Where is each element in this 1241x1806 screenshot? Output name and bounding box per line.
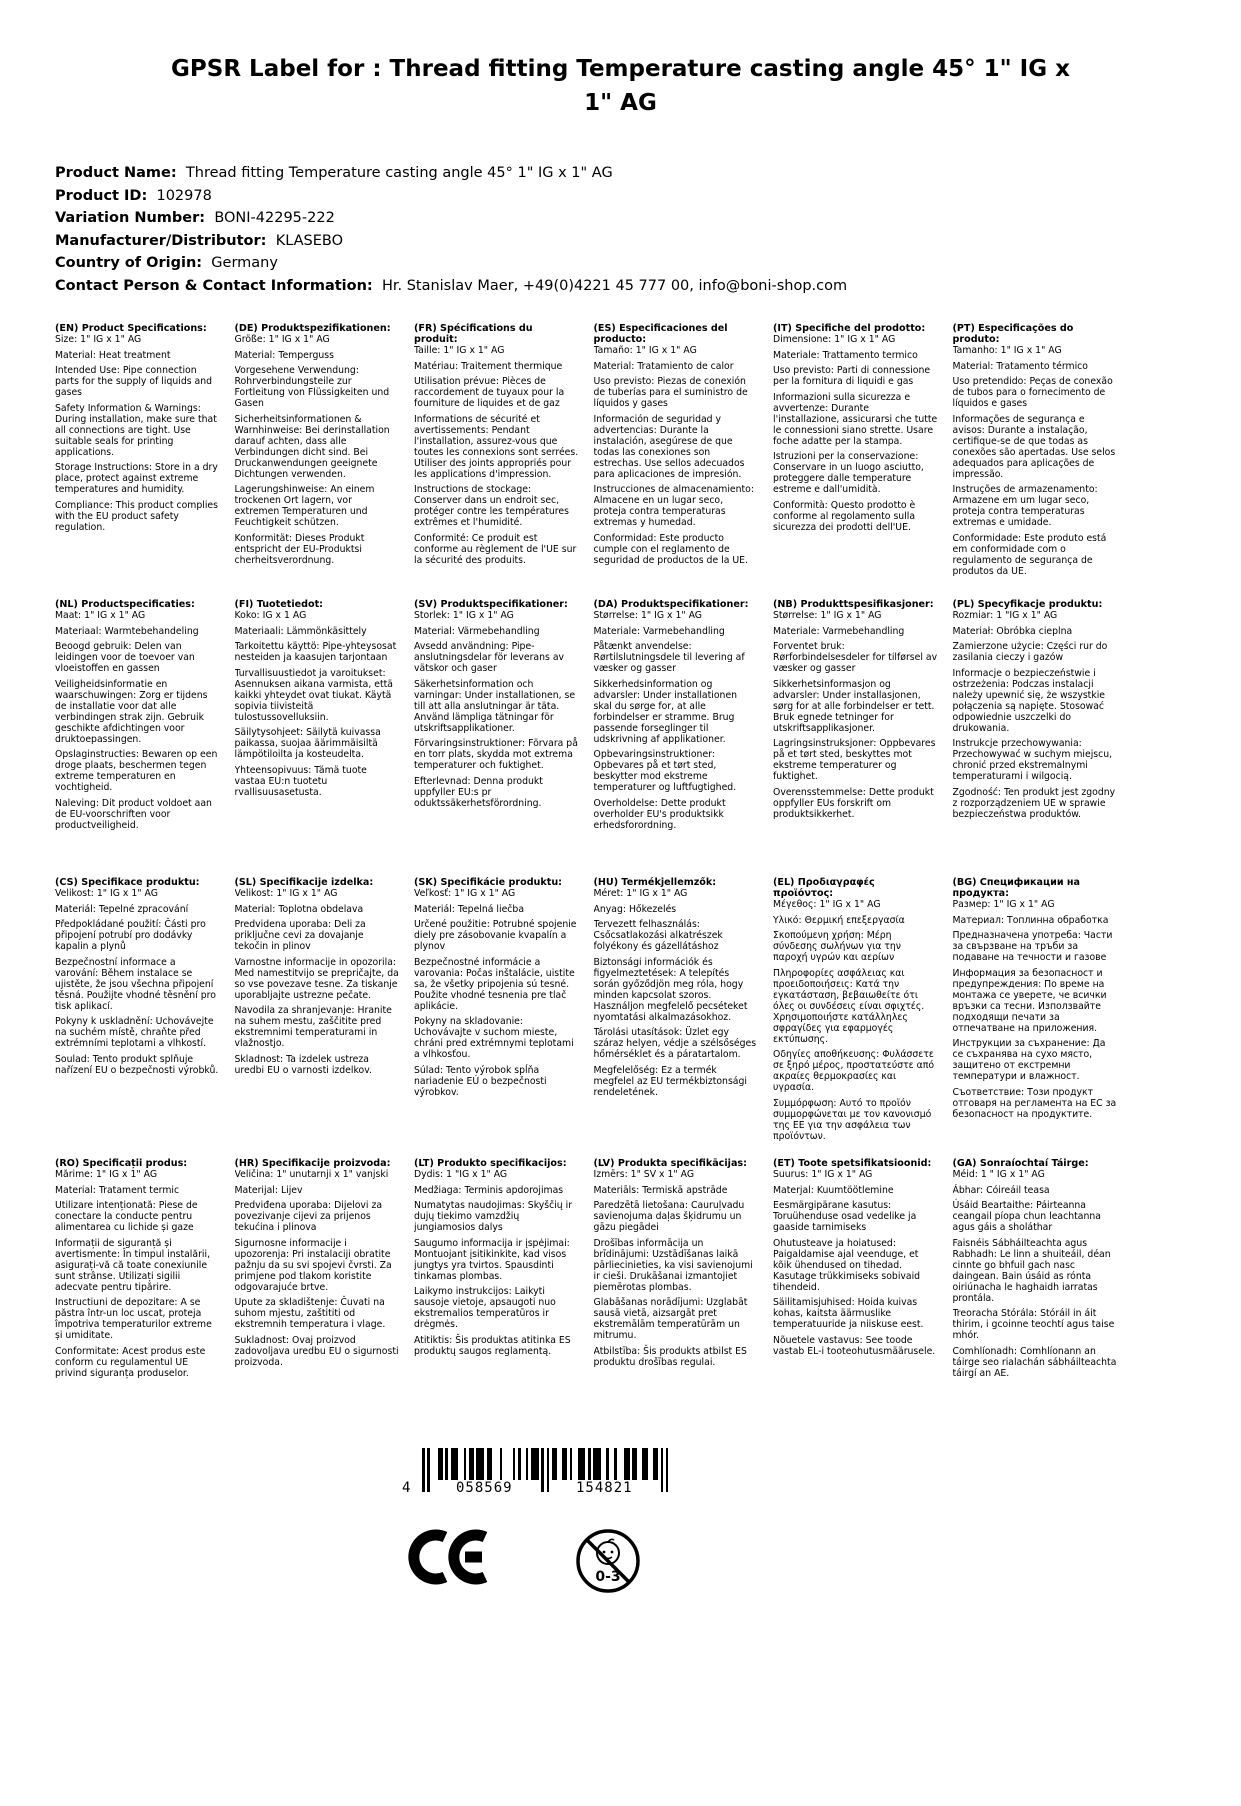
product-name-row [55,162,1241,185]
lang-block-hu-paragraph: Tervezett felhasználás: Csőcsatlakozási alkatrészek folyékony és gázellátáshoz [593,919,723,952]
lang-block-header-lv: (LV) Produkta specifikācijas: [593,1158,747,1169]
lang-block-sv [414,599,579,877]
lang-block-pl [953,599,1118,877]
lang-block-sk-paragraph: Pokyny na skladovanie: Uchovávajte v suchom mieste, chráni pred extrémnymi teplotami a vlhkosťou. [414,1016,574,1060]
lang-block-header-sk: (SK) Špecifikácie produktu: [414,877,563,888]
language-specs-grid [55,323,1117,1442]
lang-block-bg-paragraph: Информация за безопасност и предупреждения: По време на монтажа се уверете, че всички връзки са тесни. Използвайте подходящи печати за отпечатване на приложения. [952,967,1107,1034]
lang-block-lv-paragraph: Drošības informācija un brīdinājumi: Uzstādīšanas laikā pārliecinieties, ka visi savienojumi ir cieši. Drukāšanai izmantojiet piemērotas plombas. [593,1237,753,1293]
lang-block-fr-paragraph: Taille: 1" IG x 1" AG [414,345,505,356]
lang-block-lt-paragraph: Saugumo informacija ir įspėjimai: Montuojant įsitikinkite, kad visos jungtys yra tvirtos. Spausdinti tinkamas plombas. [414,1237,570,1282]
lang-block-bg-paragraph: Материал: Топлинна обработка [952,914,1109,926]
lang-block-el-paragraph: Συμμόρφωση: Αυτό το προϊόν συμμορφώνεται με τον κανονισμό της ΕΕ για την ασφάλεια των προϊόντων. [773,1097,932,1142]
lang-block-nb-paragraph: Forventet bruk: Rørforbindelsesdeler for tilførsel av væsker og gasser [773,641,938,674]
lang-block-bg-paragraph: Предназначена употреба: Части за свързване на тръби за подаване на течности и газове [952,930,1113,963]
lang-block-pt-paragraph: Uso pretendido: Peças de conexão de tubos para o fornecimento de líquidos e gases [952,376,1113,409]
lang-block-da-paragraph: Størrelse: 1" IG x 1" AG [593,610,703,621]
lang-block-cs-paragraph: Bezpečnostní informace a varování: Během instalace se ujistěte, že jsou všechna připojení těsná. Použijte vhodné těsnění pro tisk aplikací. [55,956,216,1012]
barcode-group1: 058569 [456,1480,513,1496]
lang-block-lt-paragraph: Atitiktis: Šis produktas atitinka ES produktų saugos reglamentą. [414,1334,571,1357]
lang-block-hr-paragraph: Veličina: 1" unutarnji x 1" vanjski [234,1169,389,1180]
country-of-origin-value: Germany [211,255,278,271]
lang-block-sv-paragraph: Avsedd användning: Pipe-anslutningsdelar för leverans av vätskor och gaser [414,641,565,674]
gpsr-label-page [0,52,1241,1806]
lang-block-en-paragraph: Intended Use: Pipe connection parts for the supply of liquids and gases [55,365,213,398]
lang-block-header-da: (DA) Produktspecifikationer: [593,599,749,610]
lang-block-it-paragraph: Conformità: Questo prodotto è conforme al regolamento sulla sicurezza dei prodotti dell'UE. [773,499,916,533]
lang-block-nl-paragraph: Naleving: Dit product voldoet aan de EU-voorschriften voor productveiligheid. [55,797,212,831]
lang-block-fi-paragraph: Säilytysohjeet: Säilytä kuivassa paikassa, suojaa äärimmäisiltä lämpötiloilta ja kosteudelta. [234,727,381,760]
lang-block-lv-paragraph: Materiāls: Termiskā apstrāde [593,1184,728,1196]
lang-block-ro-paragraph: Conformitate: Acest produs este conform cu regulamentul UE privind siguranța produselor. [55,1345,206,1379]
variation-number-label: Variation Number: [55,210,206,226]
lang-block-sl [235,877,400,1158]
lang-block-de-paragraph: Vorgesehene Verwendung: Rohrverbindungsteile zur Fortleitung von Flüssigkeiten und Gasen [234,365,390,409]
lang-block-header-bg: (BG) Спецификации на продукта: [952,877,1081,899]
lang-block-lv-paragraph: Paredzētā lietošana: Cauruļvadu savienojuma daļas šķidrumu un gāzu piegādei [593,1200,745,1233]
lang-block-da-paragraph: Sikkerhedsinformation og advarsler: Under installationen skal du sørge for, at alle forbindelser er stramme. Brug passende forseglinger til udskrivning af applikationer. [593,678,738,745]
lang-block-pt-paragraph: Tamanho: 1" IG x 1" AG [952,345,1062,356]
manufacturer-label: Manufacturer/Distributor: [55,232,267,249]
lang-block-fr-paragraph: Matériau: Traitement thermique [414,360,563,372]
lang-block-hr [235,1158,400,1442]
lang-block-nl [55,599,220,877]
lang-block-cs-paragraph: Velikost: 1" IG x 1" AG [55,888,158,899]
lang-block-da-paragraph: Materiale: Varmebehandling [593,625,725,637]
product-id-row [55,185,1241,208]
lang-block-el-paragraph: Μέγεθος: 1" IG x 1" AG [773,899,881,910]
lang-block-et-paragraph: Ohutusteave ja hoiatused: Paigaldamise ajal veenduge, et kõik ühendused on tihedad. Kasutage trükkimiseks sobivaid tihendeid. [773,1237,921,1293]
lang-block-pl-paragraph: Materiał: Obróbka cieplna [952,625,1073,637]
lang-block-cs-paragraph: Materiál: Tepelné zpracování [55,903,189,915]
lang-block-fi-paragraph: Materiaali: Lämmönkäsittely [234,625,367,637]
lang-block-sv-paragraph: Säkerhetsinformation och varningar: Under installationen, se till att alla anslutningar är täta. Använd lämpliga tätningar för utskriftsapplikationer. [414,678,576,734]
lang-block-fr-paragraph: Conformité: Ce produit est conforme au règlement de l'UE sur la sécurité des produits. [414,532,577,566]
lang-block-et-paragraph: Materjal: Kuumtöötlemine [773,1184,894,1196]
manufacturer-row [55,230,1241,253]
lang-block-sl-paragraph: Skladnost: Ta izdelek ustreza uredbi EU o varnosti izdelkov. [234,1053,372,1076]
lang-block-pt-paragraph: Conformidade: Este produto está em conformidade com o regulamento de segurança de produtos da UE. [952,532,1107,577]
lang-block-el-paragraph: Οδηγίες αποθήκευσης: Φυλάσσετε σε ξηρό μέρος, προστατεύστε από ακραίες θερμοκρασίες και υγρασία. [773,1049,935,1093]
lang-block-pl-paragraph: Informacje o bezpieczeństwie i ostrzeżenia: Podczas instalacji należy upewnić się, że wszystkie połączenia są napięte. Stosować odpowiednie uszczelki do drukowania. [952,667,1106,734]
lang-block-nb-paragraph: Lagringsinstruksjoner: Oppbevares på et tørt sted, beskyttes mot ekstreme temperaturer og fuktighet. [773,738,936,782]
lang-block-pt [953,323,1118,599]
lang-block-es-paragraph: Instrucciones de almacenamiento: Almacene en un lugar seco, proteja contra temperaturas extremas y humedad. [593,484,754,528]
compliance-marks [405,1528,1241,1594]
lang-block-ga-paragraph: Faisnéis Sábháilteachta agus Rabhadh: Le linn a shuiteáil, déan cinnte go bhfuil gach nasc daingean. Bain úsáid as rónta oiriúnacha le haghaidh iarratas prontála. [952,1237,1111,1304]
manufacturer-value: KLASEBO [275,232,343,249]
lang-block-it-paragraph: Istruzioni per la conservazione: Conservare in un luogo asciutto, proteggere dalle temperature estreme e dall'umidità. [773,451,924,495]
lang-block-header-nb: (NB) Produkttspesifikasjoner: [773,599,934,610]
ce-mark-icon [405,1528,493,1586]
lang-block-fi-paragraph: Turvallisuustiedot ja varoitukset: Asennuksen aikana varmista, että kaikki yhteydet ovat tiukat. Käytä sopivia tiivisteitä tulostussovelluksiin. [234,667,393,723]
lang-block-de [235,323,400,599]
lang-block-nl-paragraph: Materiaal: Warmtebehandeling [55,625,199,637]
lang-block-nl-paragraph: Beoogd gebruik: Delen van leidingen voor de toevoer van vloeistoffen en gassen [55,641,195,674]
lang-block-el-paragraph: Πληροφορίες ασφάλειας και προειδοποιήσεις: Κατά την εγκατάσταση, βεβαιωθείτε ότι όλες οι συνδέσεις είναι σφιχτές. Χρησιμοποιήστε κατάλληλες σφραγίδες για εφαρμογές εκτύπωσης. [773,967,925,1045]
lang-block-cs [55,877,220,1158]
lang-block-et-paragraph: Säilitamisjuhised: Hoida kuivas kohas, kaitsta äärmuslike temperatuuride ja niiskuse eest. [773,1297,924,1330]
lang-block-header-pt: (PT) Especificações do produto: [952,323,1074,345]
lang-block-header-cs: (CS) Specifikace produktu: [55,877,200,888]
lang-block-es-paragraph: Información de seguridad y advertencias: Durante la instalación, asegúrese de que todas las conexiones son estrechas. Use sellos adecuados para aplicaciones de impresión. [593,413,745,480]
lang-block-es-paragraph: Tamaño: 1" IG x 1" AG [593,345,697,356]
lang-block-header-fi: (FI) Tuotetiedot: [234,599,323,610]
lang-block-fr [414,323,579,599]
lang-block-header-sl: (SL) Specifikacije izdelka: [234,877,374,888]
lang-block-hu-paragraph: Biztonsági információk és figyelmeztetések: A telepítés során győződjön meg róla, hogy minden kapcsolat szoros. Használjon megfelelő pecséteket nyomtatási alkalmazásokhoz. [593,956,748,1023]
lang-block-es-paragraph: Conformidad: Este producto cumple con el reglamento de seguridad de productos de la UE. [593,532,748,566]
lang-block-hr-paragraph: Predviđena uporaba: Dijelovi za povezivanje cijevi za prijenos tekućina i plinova [234,1200,383,1233]
lang-block-es-paragraph: Uso previsto: Piezas de conexión de tuberías para el suministro de líquidos y gases [593,376,748,409]
lang-block-bg-paragraph: Размер: 1" IG x 1" AG [952,899,1055,910]
lang-block-header-sv: (SV) Produktspecifikationer: [414,599,568,610]
lang-block-it-paragraph: Informazioni sulla sicurezza e avvertenze: Durante l'installazione, assicurarsi che tutte le connessioni siano strette. Usare foche adatte per la stampa. [773,391,938,447]
lang-block-sl-paragraph: Predvidena uporaba: Deli za priključne cevi za dovajanje tekočin in plinov [234,919,366,952]
lang-block-en-paragraph: Safety Information & Warnings: During installation, make sure that all connections are tight. Use suitable seals for printing applications. [55,402,217,458]
lang-block-pl-paragraph: Zamierzone użycie: Części rur do zasilania cieczy i gazów [952,641,1108,663]
lang-block-fr-paragraph: Utilisation prévue: Pièces de raccordement de tuyaux pour la fourniture de liquides et de gaz [414,376,565,409]
lang-block-pt-paragraph: Informações de segurança e avisos: Durante a instalação, certifique-se de que todas as conexões são apertadas. Use selos adequados para aplicações de impressão. [952,413,1116,480]
lang-block-da [594,599,759,877]
lang-block-nb-paragraph: Størrelse: 1" IG x 1" AG [773,610,882,621]
lang-block-de-paragraph: Größe: 1" IG x 1" AG [234,334,330,345]
lang-block-ga-paragraph: Méid: 1 " IG x 1" AG [952,1169,1045,1180]
lang-block-nl-paragraph: Opslaginstructies: Bewaren op een droge plaats, beschermen tegen extreme temperaturen en vochtigheid. [55,749,218,793]
lang-block-ga [953,1158,1118,1442]
lang-block-lv-paragraph: Atbilstība: Šis produkts atbilst ES produktu drošības regulai. [593,1345,747,1368]
lang-block-lt [414,1158,579,1442]
lang-block-ro-paragraph: Instructiuni de depozitare: A se păstra într-un loc uscat, proteja împotriva temperaturilor extreme și umiditate. [55,1297,212,1341]
lang-block-sv-paragraph: Förvaringsinstruktioner: Förvara på en torr plats, skydda mot extrema temperaturer och fuktighet. [414,738,578,771]
lang-block-ga-paragraph: Úsáid Beartaithe: Páirteanna ceangail píopa chun leachtanna agus gáis a sholáthar [952,1200,1101,1233]
lang-block-header-fr: (FR) Spécifications du produit: [414,323,533,345]
lang-block-bg-paragraph: Съответствие: Този продукт отговаря на регламента на ЕС за безопасност на продуктите. [952,1086,1117,1120]
lang-block-ga-paragraph: Comhlíonadh: Comhlíonann an táirge seo rialachán sábháilteachta táirgí an AE. [952,1345,1117,1379]
product-name-label: Product Name: [55,165,177,181]
lang-block-fr-paragraph: Instructions de stockage: Conserver dans un endroit sec, protéger contre les températures extrêmes et l'humidité. [414,484,569,528]
lang-block-hu-paragraph: Méret: 1" IG x 1" AG [593,888,688,899]
lang-block-ga-paragraph: Treoracha Stórála: Stóráil in áit thirim, i gcoinne teochtí agus taise mhór. [952,1308,1115,1341]
lang-block-header-hr: (HR) Specifikacije proizvoda: [234,1158,391,1169]
variation-number-row [55,207,1241,230]
lang-block-cs-paragraph: Soulad: Tento produkt splňuje nařízení EU o bezpečnosti výrobků. [55,1053,219,1076]
lang-block-ro-paragraph: Mărime: 1" IG x 1" AG [55,1169,158,1180]
lang-block-fi-paragraph: Koko: IG x 1 AG [234,610,307,621]
lang-block-lt-paragraph: Laikymo instrukcijos: Laikyti sausoje vietoje, apsaugoti nuo ekstremalios temperatūros ir drėgmės. [414,1286,556,1330]
lang-block-es-paragraph: Material: Tratamiento de calor [593,360,734,372]
product-info [55,162,1241,297]
lang-block-pl-paragraph: Instrukcje przechowywania: Przechowywać w suchym miejscu, chronić przed ekstremalnymi temperaturami i wilgocią. [952,738,1113,782]
ean13-barcode [402,1448,670,1510]
lang-block-nb-paragraph: Sikkerhetsinformasjon og advarsler: Under installasjonen, sørg for at alle forbindelser er tett. Bruk egnede tetninger for utskriftsapplikasjoner. [773,678,935,734]
lang-block-en-paragraph: Storage Instructions: Store in a dry place, protect against extreme temperatures and humidity. [55,462,218,495]
lang-block-hr-paragraph: Materijal: Lijev [234,1184,303,1196]
contact-value: Hr. Stanislav Maer, +49(0)4221 45 777 00, info@boni-shop.com [381,277,848,294]
lang-block-de-paragraph: Konformität: Dieses Produkt entspricht der EU-Produktsi cherheitsverordnung. [234,532,365,566]
contact-label: Contact Person & Contact Information: [55,277,373,294]
lang-block-header-es: (ES) Especificaciones del producto: [593,323,728,345]
lang-block-es [594,323,759,599]
lang-block-sk-paragraph: Materiál: Tepelná liečba [414,903,525,915]
page-title: GPSR Label for : Thread fitting Temperature casting angle 45° 1" IG x 1" AG [171,56,1070,116]
lang-block-lt-paragraph: Medžiaga: Terminis apdorojimas [414,1184,564,1196]
lang-block-header-ro: (RO) Specificații produs: [55,1158,188,1169]
product-id-value: 102978 [156,187,212,204]
lang-block-lv-paragraph: Izmērs: 1" SV x 1" AG [593,1169,695,1180]
lang-block-bg-paragraph: Инструкции за съхранение: Да се съхранява на сухо място, защитено от екстремни температури и влажност. [952,1038,1106,1082]
lang-block-bg [953,877,1118,1158]
lang-block-hu-paragraph: Megfelelőség: Ez a termék megfelel az EU termékbiztonsági rendeletének. [593,1064,747,1098]
lang-block-hr-paragraph: Sigurnosne informacije i upozorenja: Pri instalaciji obratite pažnju da su svi spojevi čvrsti. Za primjene pod tlakom koristite odgovarajuće brtve. [234,1237,392,1293]
lang-block-ro [55,1158,220,1442]
lang-block-pt-paragraph: Material: Tratamento térmico [952,360,1088,372]
product-name-value: Thread fitting Temperature casting angle 45° 1" IG x 1" AG [185,165,613,181]
lang-block-da-paragraph: Overholdelse: Dette produkt overholder EU's produktsikk erhedsforordning. [593,797,726,831]
country-of-origin-label: Country of Origin: [55,255,203,271]
lang-block-cs-paragraph: Pokyny k uskladnění: Uchovávejte na suchém místě, chraňte před extrémními teplotami a vlhkostí. [55,1016,214,1049]
lang-block-header-nl: (NL) Productspecificaties: [55,599,195,610]
lang-block-de-paragraph: Material: Temperguss [234,349,334,361]
lang-block-header-ga: (GA) Sonraíochtaí Táirge: [952,1158,1089,1169]
lang-block-sv-paragraph: Material: Värmebehandling [414,625,540,637]
lang-block-header-el: (EL) Προδιαγραφές προϊόντος: [773,877,875,899]
age-warning-text: 0-3 [595,1569,621,1585]
lang-block-header-en: (EN) Product Specifications: [55,323,207,334]
lang-block-hu-paragraph: Tárolási utasítások: Üzlet egy száraz helyen, védje a szélsőséges hőmérséklet és a páratartalom. [593,1027,757,1060]
lang-block-nb [773,599,938,877]
lang-block-hr-paragraph: Sukladnost: Ovaj proizvod zadovoljava uredbu EU o sigurnosti proizvoda. [234,1334,399,1368]
lang-block-sk-paragraph: Veľkosť: 1" IG x 1" AG [414,888,516,899]
lang-block-et-paragraph: Suurus: 1" IG x 1" AG [773,1169,873,1180]
lang-block-ro-paragraph: Informații de siguranță și avertismente: În timpul instalării, asigurați-vă că toate conexiunile sunt strânse. Utilizați sigilii adecvate pentru tipărire. [55,1237,211,1293]
lang-block-sl-paragraph: Navodila za shranjevanje: Hranite na suhem mestu, zaščitite pred ekstremnimi temperaturami in vlažnostjo. [234,1005,392,1049]
lang-block-et-paragraph: Eesmärgipärane kasutus: Toruühenduse osad vedelike ja gaaside tarnimiseks [773,1200,917,1233]
lang-block-header-pl: (PL) Specyfikacje produktu: [952,599,1103,610]
lang-block-nb-paragraph: Overensstemmelse: Dette produkt oppfyller EUs forskrift om produktsikkerhet. [773,786,934,820]
lang-block-hu-paragraph: Anyag: Hőkezelés [593,903,677,915]
lang-block-sk [414,877,579,1158]
lang-block-en [55,323,220,599]
lang-block-lt-paragraph: Numatytas naudojimas: Skyščių ir dujų tiekimo vamzdžių jungiamosios dalys [414,1200,573,1233]
lang-block-et-paragraph: Nõuetele vastavus: See toode vastab EL-i tooteohutusmäärusele. [773,1334,936,1357]
lang-block-hu [594,877,759,1158]
lang-block-sk-paragraph: Určené použitie: Potrubné spojenie diely pre zásobovanie kvapalín a plynov [414,919,577,952]
lang-block-sl-paragraph: Varnostne informacije in opozorila: Med namestitvijo se prepričajte, da so vse povezave tesne. Za tiskanje uporabljajte ustrezne pečate. [234,956,399,1001]
lang-block-nb-paragraph: Materiale: Varmebehandling [773,625,905,637]
contact-row [55,275,1241,298]
country-of-origin-row [55,252,1241,275]
lang-block-it-paragraph: Dimensione: 1" IG x 1" AG [773,334,896,345]
lang-block-header-et: (ET) Toote spetsifikatsioonid: [773,1158,932,1169]
product-id-label: Product ID: [55,187,148,204]
lang-block-ga-paragraph: Ábhar: Cóireáil teasa [952,1184,1050,1196]
lang-block-de-paragraph: Lagerungshinweise: An einem trockenen Ort lagern, vor extremen Temperaturen und Feuchtigkeit schützen. [234,484,375,528]
lang-block-lt-paragraph: Dydis: 1 "IG x 1" AG [414,1169,508,1180]
lang-block-sv-paragraph: Storlek: 1" IG x 1" AG [414,610,514,621]
lang-block-de-paragraph: Sicherheitsinformationen & Warnhinweise: Bei derinstallation darauf achten, dass alle Verbindungen dicht sind. Bei Druckanwendungen geeignete Dichtungen verwenden. [234,413,390,480]
lang-block-sl-paragraph: Material: Toplotna obdelava [234,903,364,915]
lang-block-header-hu: (HU) Termékjellemzők: [593,877,717,888]
lang-block-fi-paragraph: Yhteensopivuus: Tämä tuote vastaa EU:n tuotetu rvallisuusasetusta. [234,764,367,798]
lang-block-el-paragraph: Σκοπούμενη χρήση: Μέρη σύνδεσης σωλήνων για την παροχή υγρών και αερίων [773,930,901,963]
lang-block-fr-paragraph: Informations de sécurité et avertissements: Pendant l'installation, assurez-vous que toutes les connexions sont serrées. Utiliser des joints appropriés pour les applications d'impression. [414,413,579,480]
lang-block-ro-paragraph: Material: Tratament termic [55,1184,180,1196]
age-warning-0-3-icon [575,1528,641,1594]
lang-block-ro-paragraph: Utilizare intenționată: Piese de conectare la conducte pentru alimentarea cu lichide și gaze [55,1200,198,1233]
lang-block-en-paragraph: Size: 1" IG x 1" AG [55,334,142,345]
lang-block-header-it: (IT) Specifiche del prodotto: [773,323,926,334]
lang-block-fi-paragraph: Tarkoitettu käyttö: Pipe-yhteysosat nesteiden ja kaasujen tarjontaan [234,641,397,663]
lang-block-lv-paragraph: Glabāšanas norādījumi: Uzglabāt sausā vietā, aizsargāt pret ekstremālām temperatūrām un mitrumu. [593,1297,748,1341]
lang-block-it [773,323,938,599]
lang-block-it-paragraph: Materiale: Trattamento termico [773,349,918,361]
lang-block-da-paragraph: Påtænkt anvendelse: Rørtilslutningsdele til levering af væsker og gasser [593,641,745,674]
lang-block-el [773,877,938,1158]
barcode-lead-digit: 4 [402,1480,411,1496]
lang-block-nl-paragraph: Veiligheidsinformatie en waarschuwingen: Zorg er tijdens de installatie voor dat alle verbindingen strak zijn. Gebruik geschikte afdichtingen voor druktoepassingen. [55,678,208,745]
barcode-group2: 154821 [576,1480,633,1496]
lang-block-cs-paragraph: Předpokládané použití: Části pro připojení potrubí pro dodávky kapalin a plynů [55,919,206,952]
lang-block-it-paragraph: Uso previsto: Parti di connessione per la fornitura di liquidi e gas [773,365,931,387]
barcode-digits [402,1478,670,1496]
lang-block-el-paragraph: Υλικό: Θερμική επεξεργασία [773,914,905,926]
lang-block-fi [235,599,400,877]
lang-block-sk-paragraph: Bezpečnostné informácie a varovania: Počas inštalácie, uistite sa, že všetky pripojenia sú tesné. Použite vhodné tesnenia pre tlač aplikácie. [414,956,575,1012]
lang-block-pl-paragraph: Zgodność: Ten produkt jest zgodny z rozporządzeniem UE w sprawie bezpieczeństwa produktów. [952,786,1116,820]
lang-block-sv-paragraph: Efterlevnad: Denna produkt uppfyller EU:s pr oduktssäkerhetsförordning. [414,775,543,809]
lang-block-hr-paragraph: Upute za skladištenje: Čuvati na suhom mjestu, zaštititi od ekstremnih temperatura i vlage. [234,1297,386,1330]
lang-block-nl-paragraph: Maat: 1" IG x 1" AG [55,610,146,621]
lang-block-lv [594,1158,759,1442]
lang-block-pt-paragraph: Instruções de armazenamento: Armazene em um lugar seco, proteja contra temperaturas extremas e umidade. [952,484,1098,528]
lang-block-sl-paragraph: Velikost: 1" IG x 1" AG [234,888,338,899]
lang-block-sk-paragraph: Súlad: Tento výrobok spĺňa nariadenie EÚ o bezpečnosti výrobkov. [414,1064,547,1098]
lang-block-header-de: (DE) Produktspezifikationen: [234,323,391,334]
lang-block-en-paragraph: Material: Heat treatment [55,349,171,361]
lang-block-da-paragraph: Opbevaringsinstruktioner: Opbevares på et tørt sted, beskytter mod ekstreme temperaturer og luftfugtighed. [593,749,737,793]
variation-number-value: BONI-42295-222 [214,210,335,226]
lang-block-en-paragraph: Compliance: This product complies with the EU product safety regulation. [55,499,218,533]
lang-block-pl-paragraph: Rozmiar: 1 "IG x 1" AG [952,610,1058,621]
lang-block-et [773,1158,938,1442]
lang-block-header-lt: (LT) Produkto specifikacijos: [414,1158,567,1169]
